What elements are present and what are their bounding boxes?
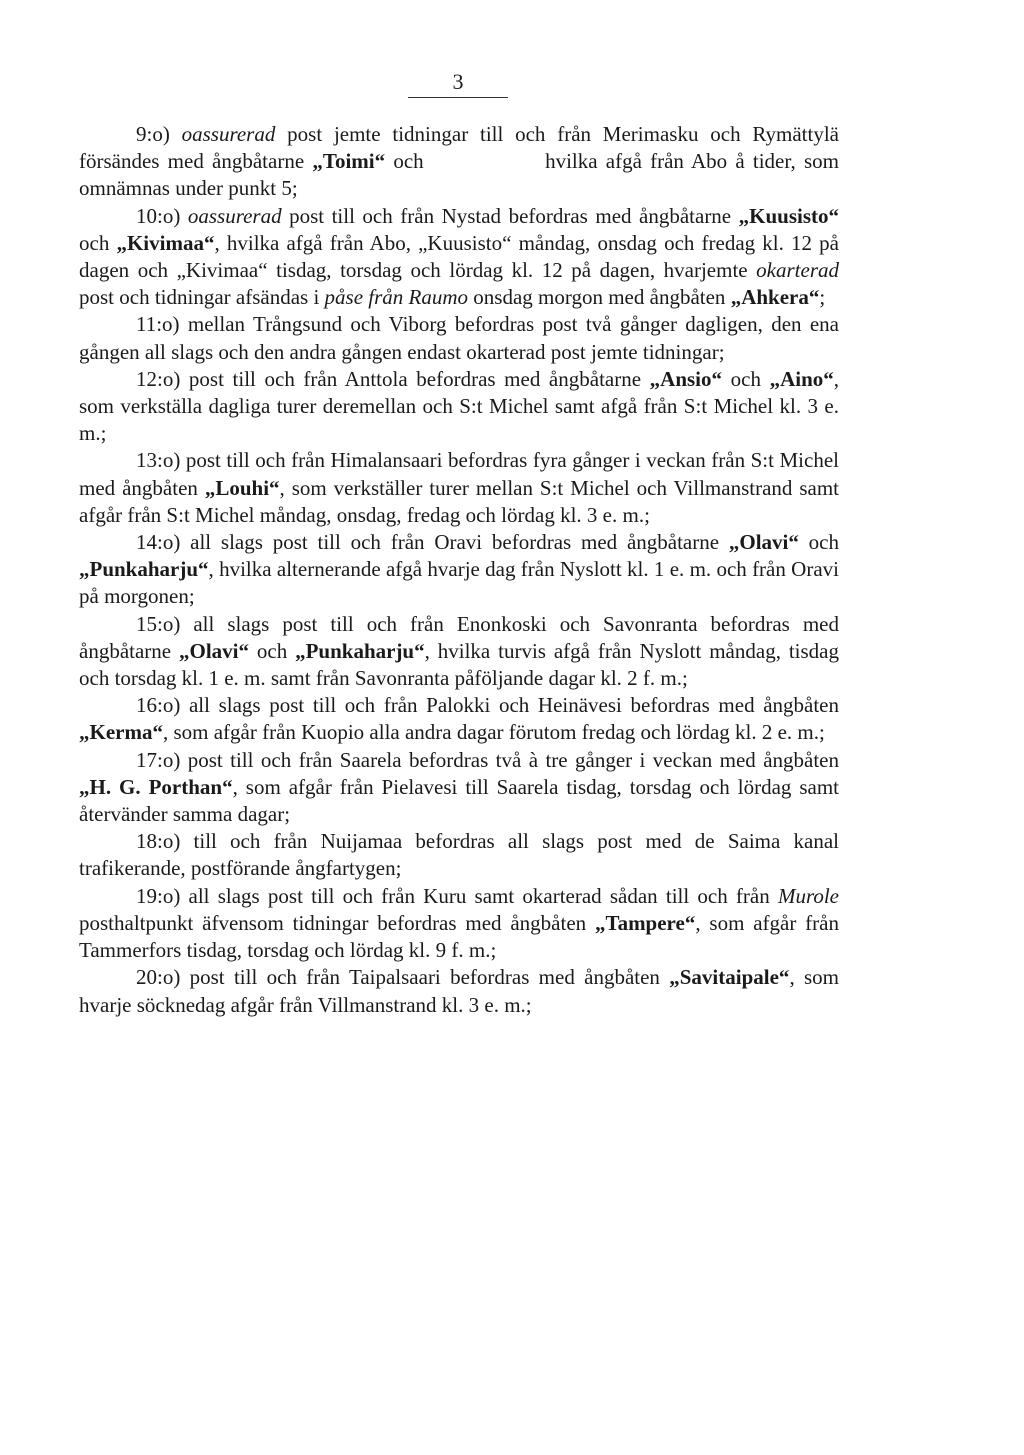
paragraph-3 [79, 311, 839, 365]
text-run: och [385, 149, 432, 174]
text-run: , som verkställer turer mellan S:t Michel och Villmanstrand samt afgår från S:t Michel måndag, onsdag, fredag och lördag kl. 3 e. m.; [79, 475, 839, 527]
paragraph-12 [79, 964, 839, 1018]
text-run: 15:o) all slags post till och från Enonkoski och Savonranta befordras med ångbåtarne [79, 611, 839, 663]
text-run: ; [819, 285, 826, 310]
text-run: , som afgår från Kuopio alla andra dagar förutom fredag och lördag kl. 2 e. m.; [162, 720, 825, 745]
vessel-name: „Ahkera“ [730, 285, 820, 310]
text-run: 13:o) post till och från Himalansaari befordras fyra gånger i veckan från S:t Michel med ångbåten [79, 448, 839, 500]
paragraph-1 [79, 121, 839, 203]
text-run: 9:o) [136, 122, 182, 146]
emphasis-text: påse från Raumo [324, 285, 469, 310]
text-run: , hvilka turvis afgå från Nyslott måndag, tisdag och torsdag kl. 1 e. m. samt från Savonranta påföljande dagar kl. 2 f. m.; [79, 638, 839, 691]
text-run: post till och från Nystad befordras med ångbåtarne [281, 203, 739, 228]
paragraph-9 [79, 747, 839, 829]
text-run: , hvilka afgå från Abo, „Kuusisto“ måndag, onsdag och fredag kl. 12 på dagen och „Kivimaa“ tisdag, torsdag och lördag kl. 12 på dagen, hvarjemte [79, 230, 839, 283]
emphasis-text: Murole [777, 883, 839, 908]
text-run: , som verkställa dagliga turer deremellan och S:t Michel samt afgå från S:t Michel kl. 3 e. m.; [79, 366, 839, 446]
text-run: 11:o) mellan Trångsund och Viborg befordras post två gånger dagligen, den ena gången all slags och den andra gången endast okarterad post jemte tidningar; [79, 312, 839, 364]
text-run: , hvilka alternerande afgå hvarje dag från Nyslott kl. 1 e. m. och från Oravi på morgonen; [79, 557, 839, 609]
page-number: 3 [452, 69, 464, 94]
text-run: , som afgår från Pielavesi till Saarela tisdag, torsdag och lördag samt återvänder samma dagar; [79, 774, 839, 827]
text-run: 20:o) post till och från Taipalsaari befordras med ångbåten [136, 965, 670, 990]
text-run: 18:o) till och från Nuijamaa befordras all slags post med de Saima kanal trafikerande, postförande ångfartygen; [79, 829, 839, 881]
text-run: och [79, 230, 117, 255]
paragraph-10 [79, 828, 839, 882]
vessel-name: „Punkaharju“ [79, 557, 209, 582]
vessel-name: „Olavi“ [728, 530, 799, 555]
paragraph-6 [79, 529, 839, 611]
paragraph-4 [79, 366, 839, 448]
paragraph-8 [79, 692, 839, 746]
paragraph-2 [79, 203, 839, 312]
vessel-name: „Louhi“ [204, 475, 280, 500]
vessel-name: „Kerma“ [79, 720, 163, 745]
text-run: 12:o) post till och från Anttola befordras med ångbåtarne [136, 366, 650, 391]
vessel-name: „Toimi“ [312, 149, 386, 174]
emphasis-text: okarterad [756, 258, 839, 283]
text-run: och [798, 530, 839, 555]
text-run: , som afgår från Tammerfors tisdag, torsdag och lördag kl. 9 f. m.; [79, 910, 839, 963]
paragraph-5 [79, 447, 839, 529]
text-run: , som hvarje söcknedag afgår från Villmanstrand kl. 3 e. m.; [79, 965, 840, 1017]
vessel-name: „Punkaharju“ [295, 638, 425, 663]
text-run: 16:o) all slags post till och från Palokki och Heinävesi befordras med ångbåten [136, 693, 839, 718]
text-run: hvilka afgå från Abo å tider, som omnämnas under punkt 5; [79, 149, 839, 201]
vessel-name: „Kivimaa“ [116, 230, 215, 255]
text-run: onsdag morgon med ångbåten [468, 285, 731, 310]
text-run: posthaltpunkt äfvensom tidningar befordras med ångbåten [79, 910, 595, 935]
vessel-name: „H. G. Porthan“ [79, 774, 233, 799]
text-run: 19:o) all slags post till och från Kuru samt okarterad sådan till och från [136, 883, 778, 908]
paragraph-11 [79, 883, 839, 965]
vessel-name: „Savitaipale“ [669, 965, 790, 990]
text-run: 14:o) all slags post till och från Oravi befordras med ångbåtarne [136, 530, 729, 555]
page-number-rule [408, 97, 508, 98]
emphasis-text: oassurerad [181, 122, 276, 146]
text-run: 17:o) post till och från Saarela befordras två à tre gånger i veckan med ångbåten [136, 747, 839, 772]
text-body [79, 121, 839, 1019]
vessel-name: „Ansio“ [649, 366, 723, 391]
vessel-name: „Olavi“ [178, 638, 249, 663]
paragraph-7 [79, 611, 839, 693]
emphasis-text: oassurerad [187, 203, 282, 228]
vessel-name: „Aino“ [769, 366, 834, 391]
vessel-name: „Tampere“ [594, 910, 696, 935]
text-run: post jemte tidningar till och från Merimasku och Rymättylä försändes med ångbåtarne [79, 122, 839, 174]
text-run: 10:o) [136, 203, 188, 228]
text-run: post och tidningar afsändas i [79, 285, 325, 310]
vessel-name: „Kuusisto“ [738, 203, 840, 228]
text-run: och [249, 638, 296, 663]
text-run: och [722, 366, 770, 391]
